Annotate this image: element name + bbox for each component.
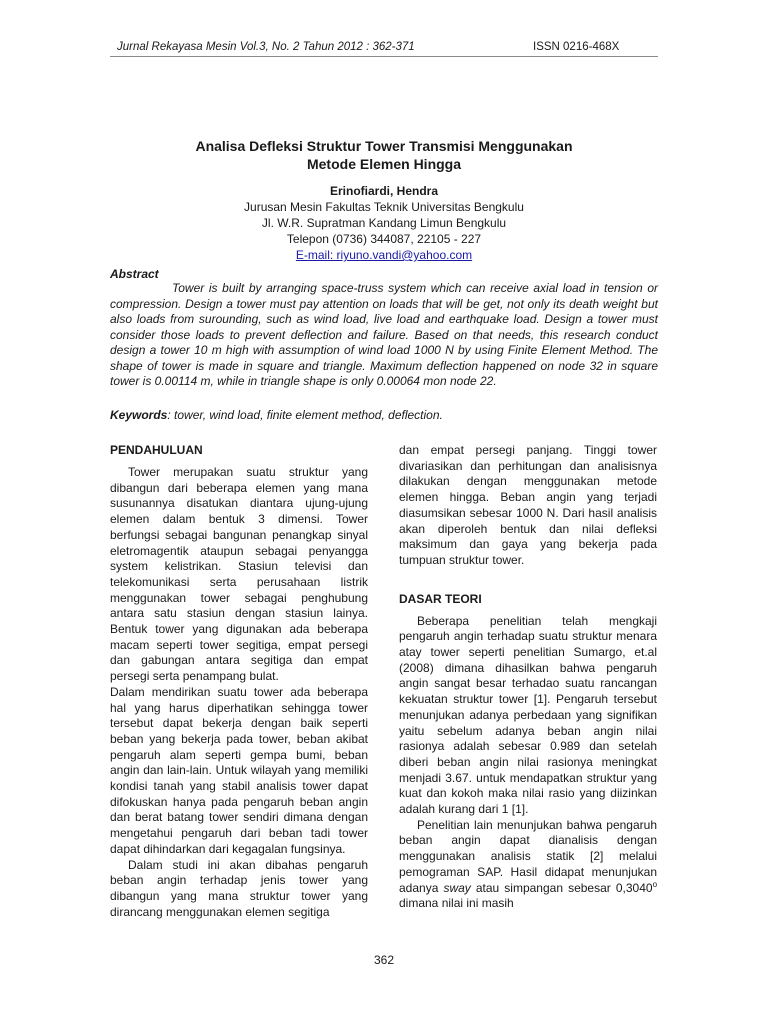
affiliation-address: Jl. W.R. Supratman Kandang Limun Bengkulu	[261, 216, 507, 230]
keywords-text: : tower, wind load, finite element method, deflection.	[167, 408, 443, 422]
affiliation-dept: Jurusan Mesin Fakultas Teknik Universitas Bengkulu	[244, 200, 524, 214]
header-rule	[110, 56, 658, 57]
affiliation	[110, 199, 658, 263]
journal-citation: Jurnal Rekayasa Mesin Vol.3, No. 2 Tahun 2012 : 362-371	[117, 41, 415, 53]
email-link[interactable]: E-mail: riyuno.vandi@yahoo.com	[295, 248, 473, 262]
issn: ISSN 0216-468X	[533, 41, 620, 53]
paragraph: Tower merupakan suatu struktur yang dibangun dari beberapa elemen yang mana susunannya disatukan diantara ujung-ujung elemen dalam bentuk 3 dimensi. Tower berfungsi sebagai bangunan penangkap sinyal eletromagentik ataupun sebagai penyangga system kelistrikan. Stasiun televisi dan telekomunikasi serta perusahaan listrik menggunakan tower sebagai penghubung antara satu stasiun dengan stasiun lainya. Bentuk tower yang digunakan ada beberapa macam seperti tower segitiga, empat persegi dan gabungan antara segitiga dan empat persegi serta penampang bulat.	[110, 465, 368, 684]
degree-symbol: o	[652, 879, 658, 889]
title-line-2: Metode Elemen Hingga	[306, 156, 462, 172]
left-column	[110, 443, 368, 920]
section-heading-dasar-teori: DASAR TEORI	[399, 591, 482, 606]
paragraph: Beberapa penelitian telah mengkaji pengaruh angin terhadap suatu struktur menara atay tower seperti penelitian Sumargo, et.al (2008) dimana dihasilkan bahwa pengaruh angin sangat besar terhadao suatu rancangan kekuatan struktur tower [1]. Pengaruh tersebut menunjukan adanya perbedaan yang signifikan yaitu sebelum adanya beban angin nilai rasionya adalah sebesar 0.989 dan setelah diberi beban angin nilai rasionya meningkat menjadi 3.67. untuk mendapatkan struktur yang kuat dan kokoh maka nilai rasio yang diizinkan adalah kurang dari 1 [1].	[399, 613, 657, 817]
abstract-text: Tower is built by arranging space-truss system which can receive axial load in tension or compression. Design a tower must pay attention on loads that will be get, not only its death weight but also loads from surounding, such as wind load, live load and earthquake load. Design a tower must consider those loads to prevent deflection and failure. Based on that needs, this research conduct design a tower 10 m high with assumption of wind load 1000 N by using Finite Element Method. The shape of tower is made in square and triangle. Maximum deflection happened on node 32 in square tower is 0.00114 m, while in triangle shape is only 0.00064 mon node 22.	[110, 281, 658, 388]
keywords-label: Keywords	[110, 408, 168, 422]
paragraph: Dalam mendirikan suatu tower ada beberapa hal yang harus diperhatikan sehingga tower tersebut dapat bekerja dengan baik seperti beban yang bekerja pada tower, beban akibat pengaruh alam seperti gempa bumi, beban angin dan lain-lain. Untuk wilayah yang memiliki kondisi tanah yang stabil analisis tower dapat difokuskan hanya pada pengaruh beban angin dan berat batang tower sendiri dimana dengan mengetahui pengaruh dari beban tadi tower dapat dihindarkan dari kegagalan fungsinya.	[110, 684, 368, 856]
paper-title	[110, 137, 658, 173]
sway-term: sway	[443, 880, 471, 895]
right-column	[399, 443, 657, 912]
title-line-1: Analisa Defleksi Struktur Tower Transmisi Menggunakan	[195, 138, 573, 154]
abstract-heading: Abstract	[110, 267, 159, 281]
authors: Erinofiardi, Hendra	[329, 184, 439, 198]
page-number: 362	[373, 953, 395, 967]
paragraph: Dalam studi ini akan dibahas pengaruh beban angin terhadap jenis tower yang dibangun yang mana struktur tower yang dirancang menggunakan elemen segitiga	[110, 857, 368, 919]
keywords	[110, 408, 658, 422]
paragraph: dan empat persegi panjang. Tinggi tower divariasikan dan perhitungan dan analisisnya dilakukan dengan menggunakan metode elemen hingga. Beban angin yang terjadi diasumsikan sebesar 1000 N. Dari hasil analisis akan diperoleh bentuk dan nilai defleksi maksimum dan gaya yang bekerja pada tumpuan struktur tower.	[399, 443, 657, 567]
affiliation-phone: Telepon (0736) 344087, 22105 - 227	[286, 232, 482, 246]
paragraph: Penelitian lain menunjukan bahwa pengaruh beban angin dapat dianalisis dengan menggunakan analisis statik [2] melalui pemograman SAP. Hasil didapat menunjukan adanya sway atau simpangan sebesar 0,3040$^o$ dimana nilai ini masih	[399, 817, 658, 911]
section-heading-pendahuluan: PENDAHULUAN	[110, 443, 203, 457]
